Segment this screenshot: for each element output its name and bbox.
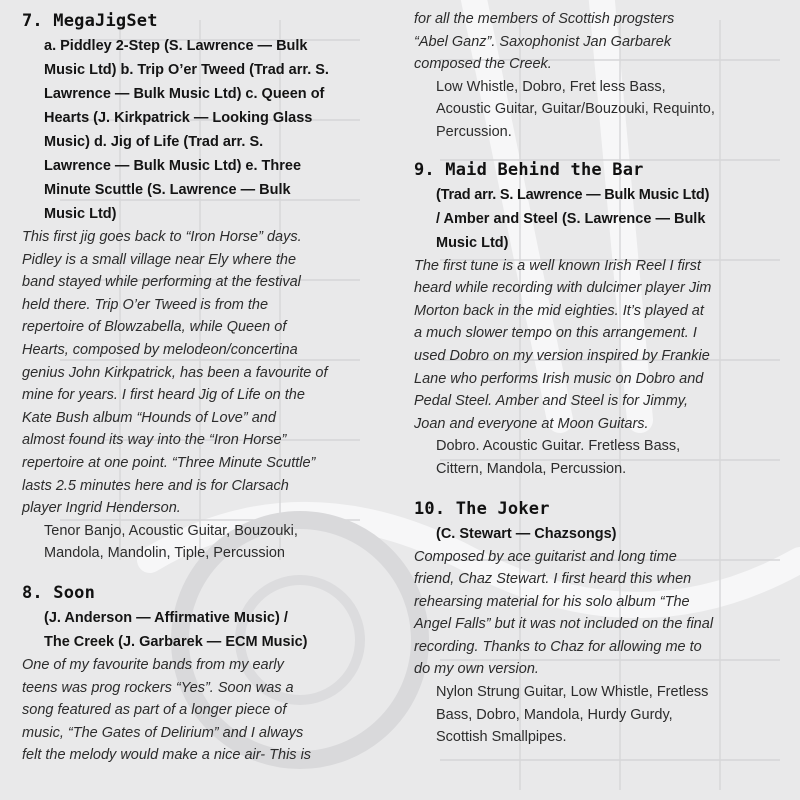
track-8 bbox=[22, 580, 394, 767]
credit-line: Music Ltd) bbox=[436, 234, 509, 251]
note-line: Joan and everyone at Moon Guitars. bbox=[414, 415, 649, 432]
credit-line: Hearts (J. Kirkpatrick — Looking Glass bbox=[44, 110, 313, 126]
track-instruments bbox=[22, 520, 394, 565]
note-line: Pidley is a small village near Ely where the bbox=[22, 251, 297, 268]
track-title: 7. MegaJigSet bbox=[22, 11, 158, 31]
note-line: Composed by ace guitarist and long time bbox=[414, 548, 677, 565]
note-line: player Ingrid Henderson. bbox=[22, 500, 181, 517]
credit-line: Minute Scuttle (S. Lawrence — Bulk bbox=[44, 182, 291, 198]
note-line: Morton back in the mid eighties. It’s played at bbox=[414, 302, 704, 319]
note-line: band stayed while performing at the festival bbox=[22, 274, 301, 291]
credit-line: Lawrence — Bulk Music Ltd) e. Three bbox=[44, 158, 302, 174]
right-column bbox=[414, 8, 786, 749]
track-notes bbox=[414, 546, 786, 682]
credit-line: Music Ltd) bbox=[44, 206, 117, 222]
track-credits bbox=[22, 606, 394, 654]
note-line: felt the melody would make a nice air- This is bbox=[22, 747, 312, 764]
instrument-line: Nylon Strung Guitar, Low Whistle, Fretless bbox=[436, 684, 709, 701]
left-column bbox=[22, 8, 394, 767]
instrument-line: Low Whistle, Dobro, Fret less Bass, bbox=[436, 78, 666, 95]
track-8-continued bbox=[414, 8, 786, 144]
note-line: used Dobro on my version inspired by Frankie bbox=[414, 347, 710, 364]
credit-line: Music Ltd) b. Trip O’er Tweed (Trad arr. S. bbox=[44, 62, 329, 78]
track-title: 10. The Joker bbox=[414, 498, 550, 519]
credit-line: (Trad arr. S. Lawrence — Bulk Music Ltd) bbox=[436, 186, 710, 203]
instrument-line: Dobro. Acoustic Guitar. Fretless Bass, bbox=[436, 438, 681, 455]
note-line: composed the Creek. bbox=[414, 56, 552, 73]
instrument-line: Cittern, Mandola, Percussion. bbox=[436, 460, 627, 477]
track-credits bbox=[22, 34, 394, 226]
note-line: heard while recording with dulcimer player Jim bbox=[414, 280, 712, 297]
credit-line: a. Piddley 2-Step (S. Lawrence — Bulk bbox=[44, 38, 308, 54]
instrument-line: Acoustic Guitar, Guitar/Bouzouki, Requinto, bbox=[436, 101, 715, 118]
note-line: held there. Trip O’er Tweed is from the bbox=[22, 296, 269, 313]
note-line: genius John Kirkpatrick, has been a favourite of bbox=[22, 364, 328, 381]
track-notes bbox=[414, 255, 786, 436]
note-line: Lane who performs Irish music on Dobro and bbox=[414, 370, 704, 387]
instrument-line: Mandola, Mandolin, Tiple, Percussion bbox=[44, 545, 285, 562]
note-line: teens was prog rockers “Yes”. Soon was a bbox=[22, 679, 294, 696]
credit-line: / Amber and Steel (S. Lawrence — Bulk bbox=[436, 210, 706, 227]
note-line: friend, Chaz Stewart. I first heard this when bbox=[414, 571, 692, 588]
instrument-line: Bass, Dobro, Mandola, Hurdy Gurdy, bbox=[436, 706, 673, 723]
note-line: mine for years. I first heard Jig of Life on the bbox=[22, 387, 305, 404]
track-notes bbox=[22, 226, 394, 520]
track-credits bbox=[414, 522, 786, 546]
note-line: The first tune is a well known Irish Reel I first bbox=[414, 257, 701, 274]
credit-line: The Creek (J. Garbarek — ECM Music) bbox=[44, 633, 308, 650]
instrument-line: Percussion. bbox=[436, 123, 512, 140]
track-10 bbox=[414, 496, 786, 749]
track-title: 8. Soon bbox=[22, 582, 96, 603]
credit-line: Lawrence — Bulk Music Ltd) c. Queen of bbox=[44, 86, 325, 102]
track-notes bbox=[414, 8, 786, 76]
note-line: Kate Bush album “Hounds of Love” and bbox=[22, 409, 276, 426]
note-line: recording. Thanks to Chaz for allowing me to bbox=[414, 638, 702, 655]
note-line: This first jig goes back to “Iron Horse” days. bbox=[22, 229, 302, 245]
note-line: repertoire at one point. “Three Minute Scuttle” bbox=[22, 454, 316, 471]
note-line: Hearts, composed by melodeon/concertina bbox=[22, 341, 298, 358]
note-line: “Abel Ganz”. Saxophonist Jan Garbarek bbox=[414, 33, 672, 50]
track-title: 9. Maid Behind the Bar bbox=[414, 159, 644, 180]
note-line: One of my favourite bands from my early bbox=[22, 656, 284, 673]
note-line: repertoire of Blowzabella, while Queen of bbox=[22, 319, 287, 336]
track-instruments bbox=[414, 681, 786, 749]
note-line: lasts 2.5 minutes here and is for Clarsach bbox=[22, 477, 289, 494]
note-line: Pedal Steel. Amber and Steel is for Jimmy, bbox=[414, 393, 688, 410]
note-line: almost found its way into the “Iron Horse” bbox=[22, 432, 287, 449]
instrument-line: Scottish Smallpipes. bbox=[436, 729, 567, 746]
track-credits bbox=[414, 183, 786, 255]
note-line: for all the members of Scottish progsters bbox=[414, 11, 675, 27]
credit-line: (C. Stewart — Chazsongs) bbox=[436, 525, 617, 542]
credit-line: Music) d. Jig of Life (Trad arr. S. bbox=[44, 134, 264, 150]
note-line: song featured as part of a longer piece of bbox=[22, 702, 287, 719]
note-line: Angel Falls” but it was not included on the final bbox=[414, 616, 714, 633]
credit-line: (J. Anderson — Affirmative Music) / bbox=[44, 609, 288, 626]
track-9 bbox=[414, 157, 786, 481]
track-notes bbox=[22, 654, 394, 767]
track-instruments bbox=[414, 76, 786, 144]
track-instruments bbox=[414, 435, 786, 480]
note-line: a much slower tempo on this arrangement. I bbox=[414, 325, 697, 342]
instrument-line: Tenor Banjo, Acoustic Guitar, Bouzouki, bbox=[44, 522, 298, 539]
note-line: music, “The Gates of Delirium” and I always bbox=[22, 724, 304, 741]
note-line: rehearsing material for his solo album “The bbox=[414, 593, 690, 610]
track-7 bbox=[22, 8, 394, 565]
note-line: do my own version. bbox=[414, 661, 539, 678]
